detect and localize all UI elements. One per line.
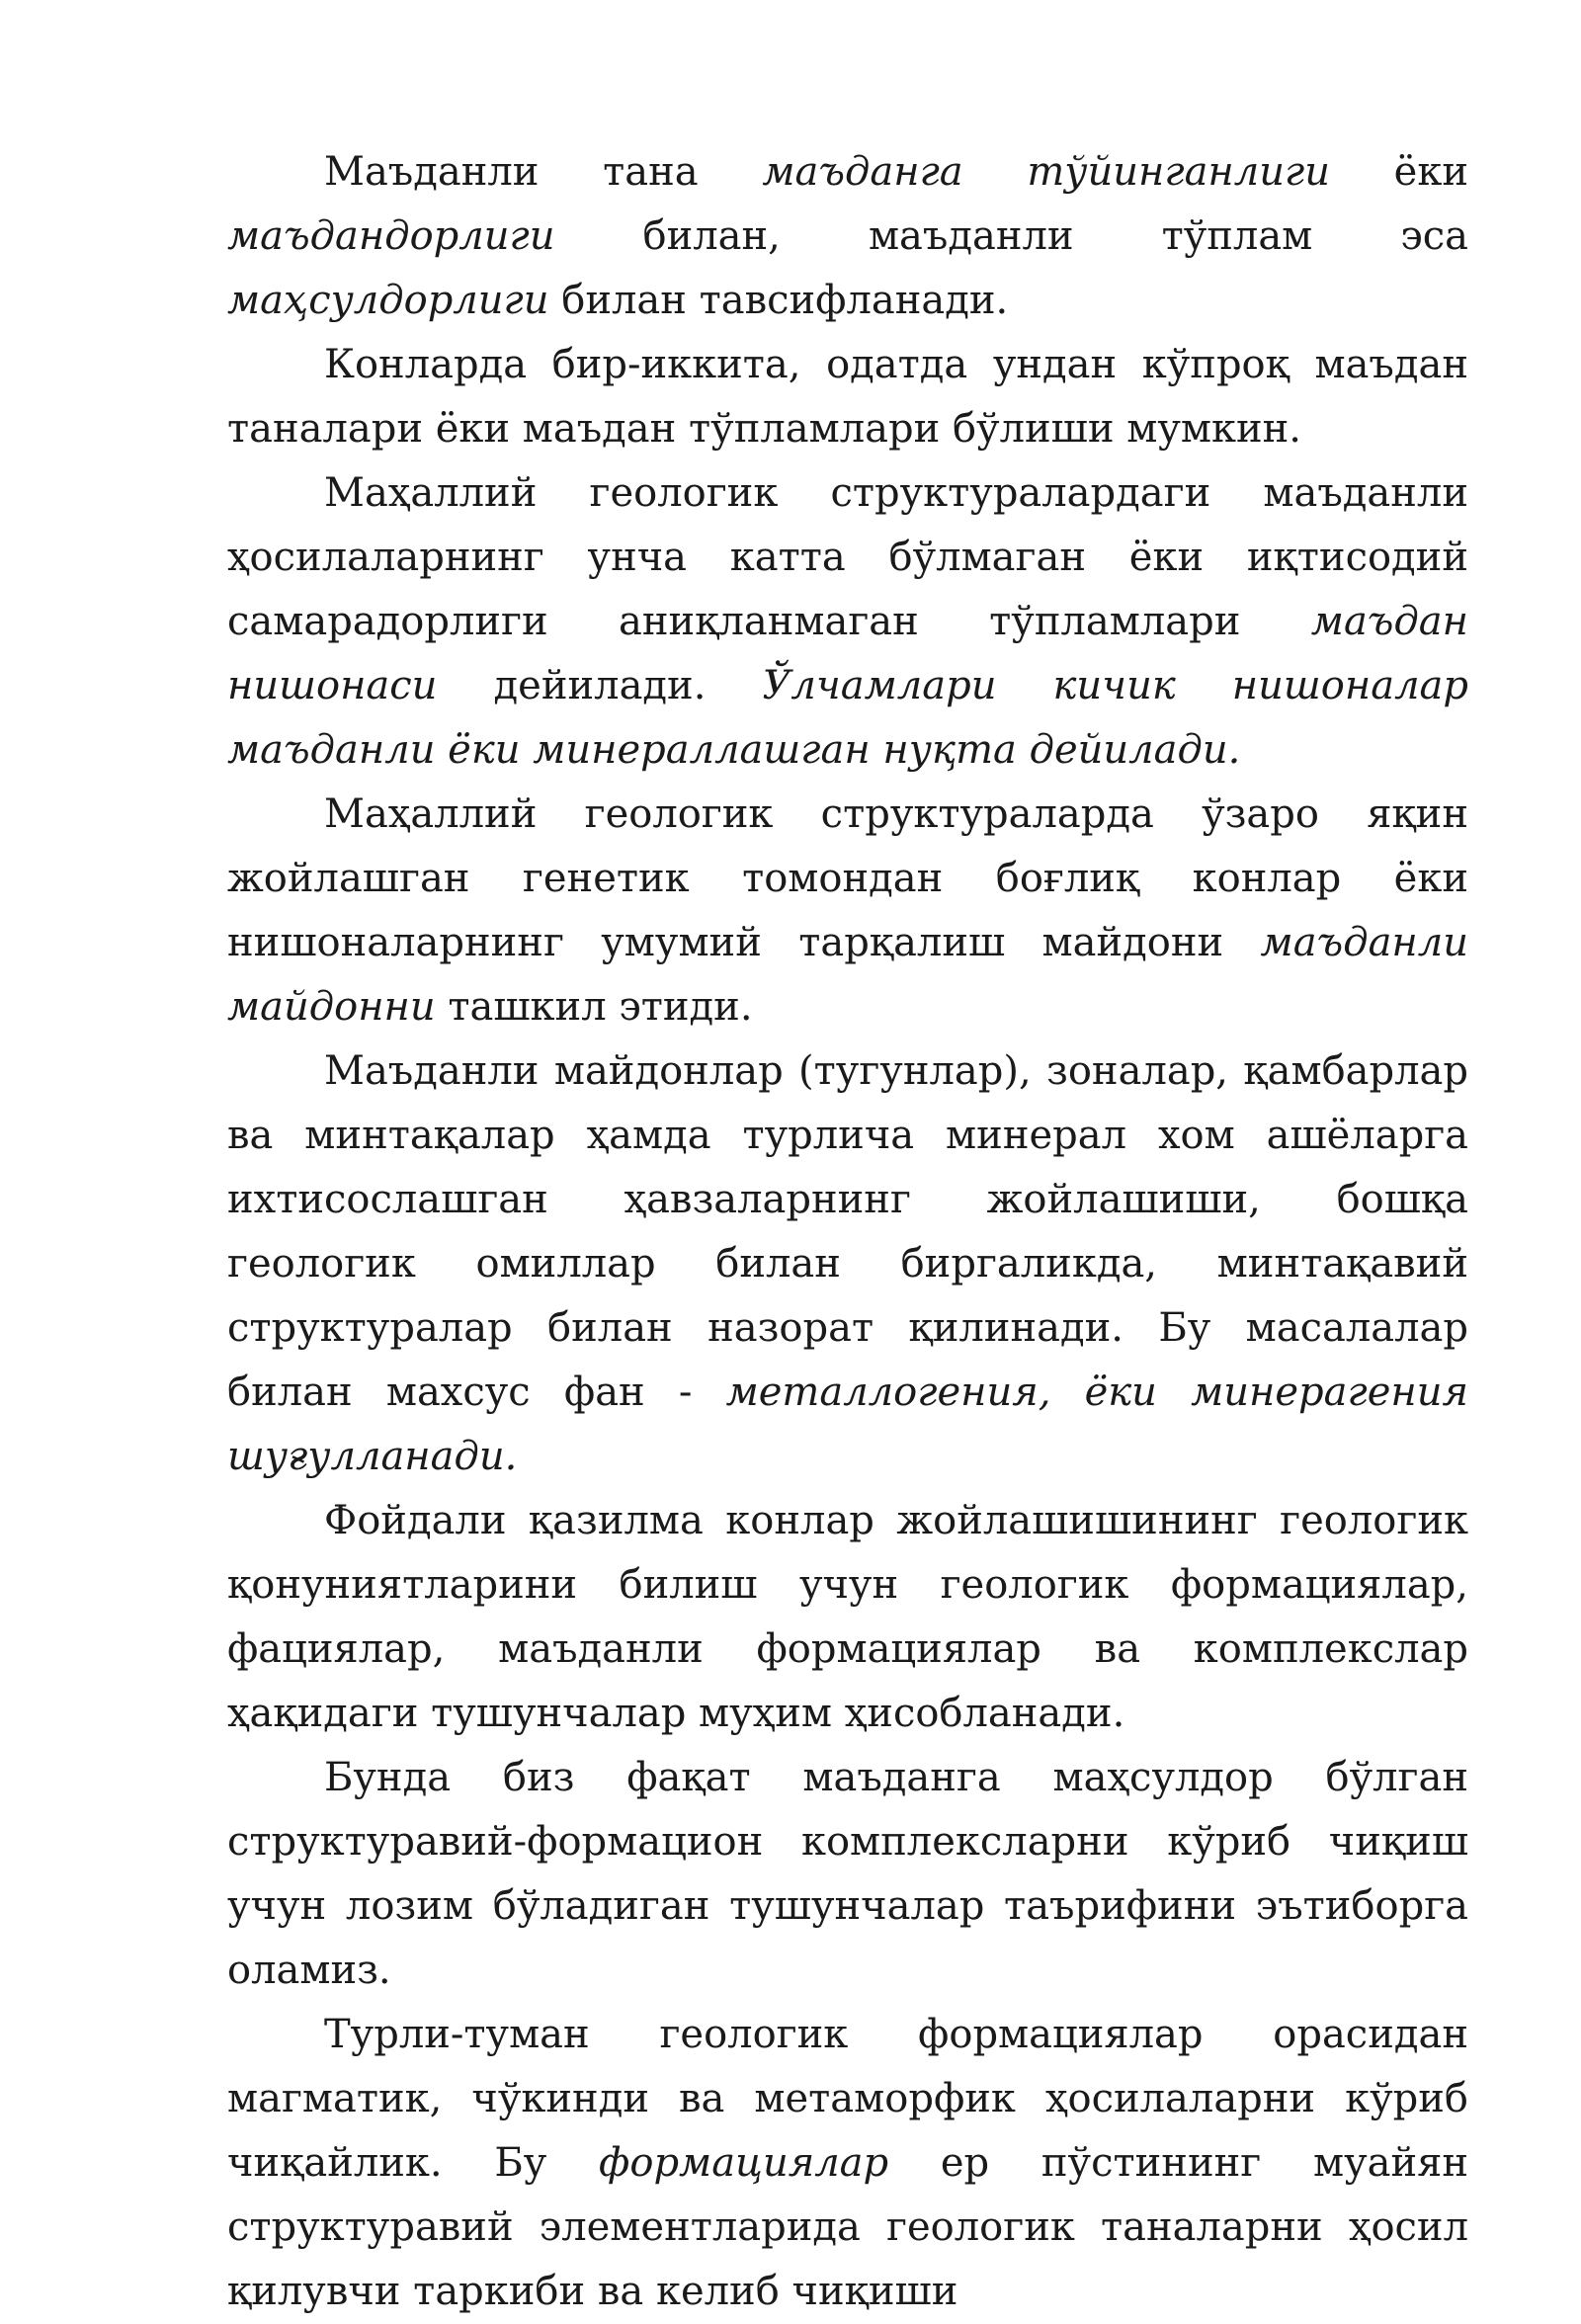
paragraph [227,783,1468,1039]
text-run: Маъданли тана [324,149,763,195]
text-run: ёки [1329,149,1469,195]
text-run: ер пўстининг муайян структуравий элементларида геологик таналарни ҳосил қилувчи таркиби ва келиб чиқиши [227,2140,1469,2314]
paragraph [227,333,1468,461]
italic-term: маъданли майдонни [227,920,1468,1030]
text-run: Маҳаллий геологик структуралардаги маъданли ҳосилаларнинг унча катта бўлмаган ёки иқтисодий самарадорлиги аниқланмаган тўпламлари [227,470,1468,644]
italic-term: Ўлчамлари кичик нишоналар маъданли ёки минераллашган нуқта дейилади. [227,663,1468,773]
text-run: Маъданли майдонлар (тугунлар), зоналар, қамбарлар ва минтақалар ҳамда турлича минерал хом ашёларга ихтисослашган ҳавзаларнинг жойлашиши, бошқа геологик омиллар билан биргаликда, минтақавий структуралар билан назорат қилинади. Бу масалалар билан махсус фан - [227,1048,1468,1415]
document-page [227,140,1468,2324]
paragraph [227,1039,1468,1489]
paragraph [227,2003,1468,2324]
text-run: Фойдали қазилма конлар жойлашишининг геологик қонуниятларини билиш учун геологик формациялар, фациялар, маъданли формациялар ва комплекслар ҳақидаги тушунчалар муҳим ҳисобланади. [227,1498,1468,1736]
paragraph [227,140,1468,333]
text-run: билан тавсифланади. [548,278,1009,323]
text-run: Бунда биз фақат маъданга маҳсулдор бўлган структуравий-формацион комплексларни кўриб чиқиш учун лозим бўладиган тушунчалар таърифини эътиборга оламиз. [227,1755,1468,1993]
italic-term: металлогения, ёки минерагения шуғулланади. [227,1370,1468,1479]
text-run: Турли-туман геологик формациялар орасидан магматик, чўкинди ва метаморфик ҳосилаларни кўриб чиқайлик. Бу [227,2012,1468,2186]
italic-term: маъдандорлиги [227,213,555,259]
text-run: дейилади. [437,663,763,708]
text-run: билан, маъданли тўплам эса [554,213,1468,259]
italic-term: маҳсулдорлиги [227,278,549,323]
italic-term: формациялар [599,2140,889,2186]
text-run: ташкил этиди. [435,984,753,1030]
paragraph [227,461,1468,783]
italic-term: маъданга тўйинганлиги [762,149,1330,195]
text-run: Маҳаллий геологик структураларда ўзаро яқин жойлашган генетик томондан боғлиқ конлар ёки нишоналарнинг умумий тарқалиш майдони [227,791,1468,965]
paragraph [227,1746,1468,2003]
text-run: Конларда бир-иккита, одатда ундан кўпроқ маъдан таналари ёки маъдан тўпламлари бўлиши мумкин. [227,342,1468,452]
italic-term: маъдан нишонаси [227,599,1468,708]
paragraph [227,1489,1468,1746]
